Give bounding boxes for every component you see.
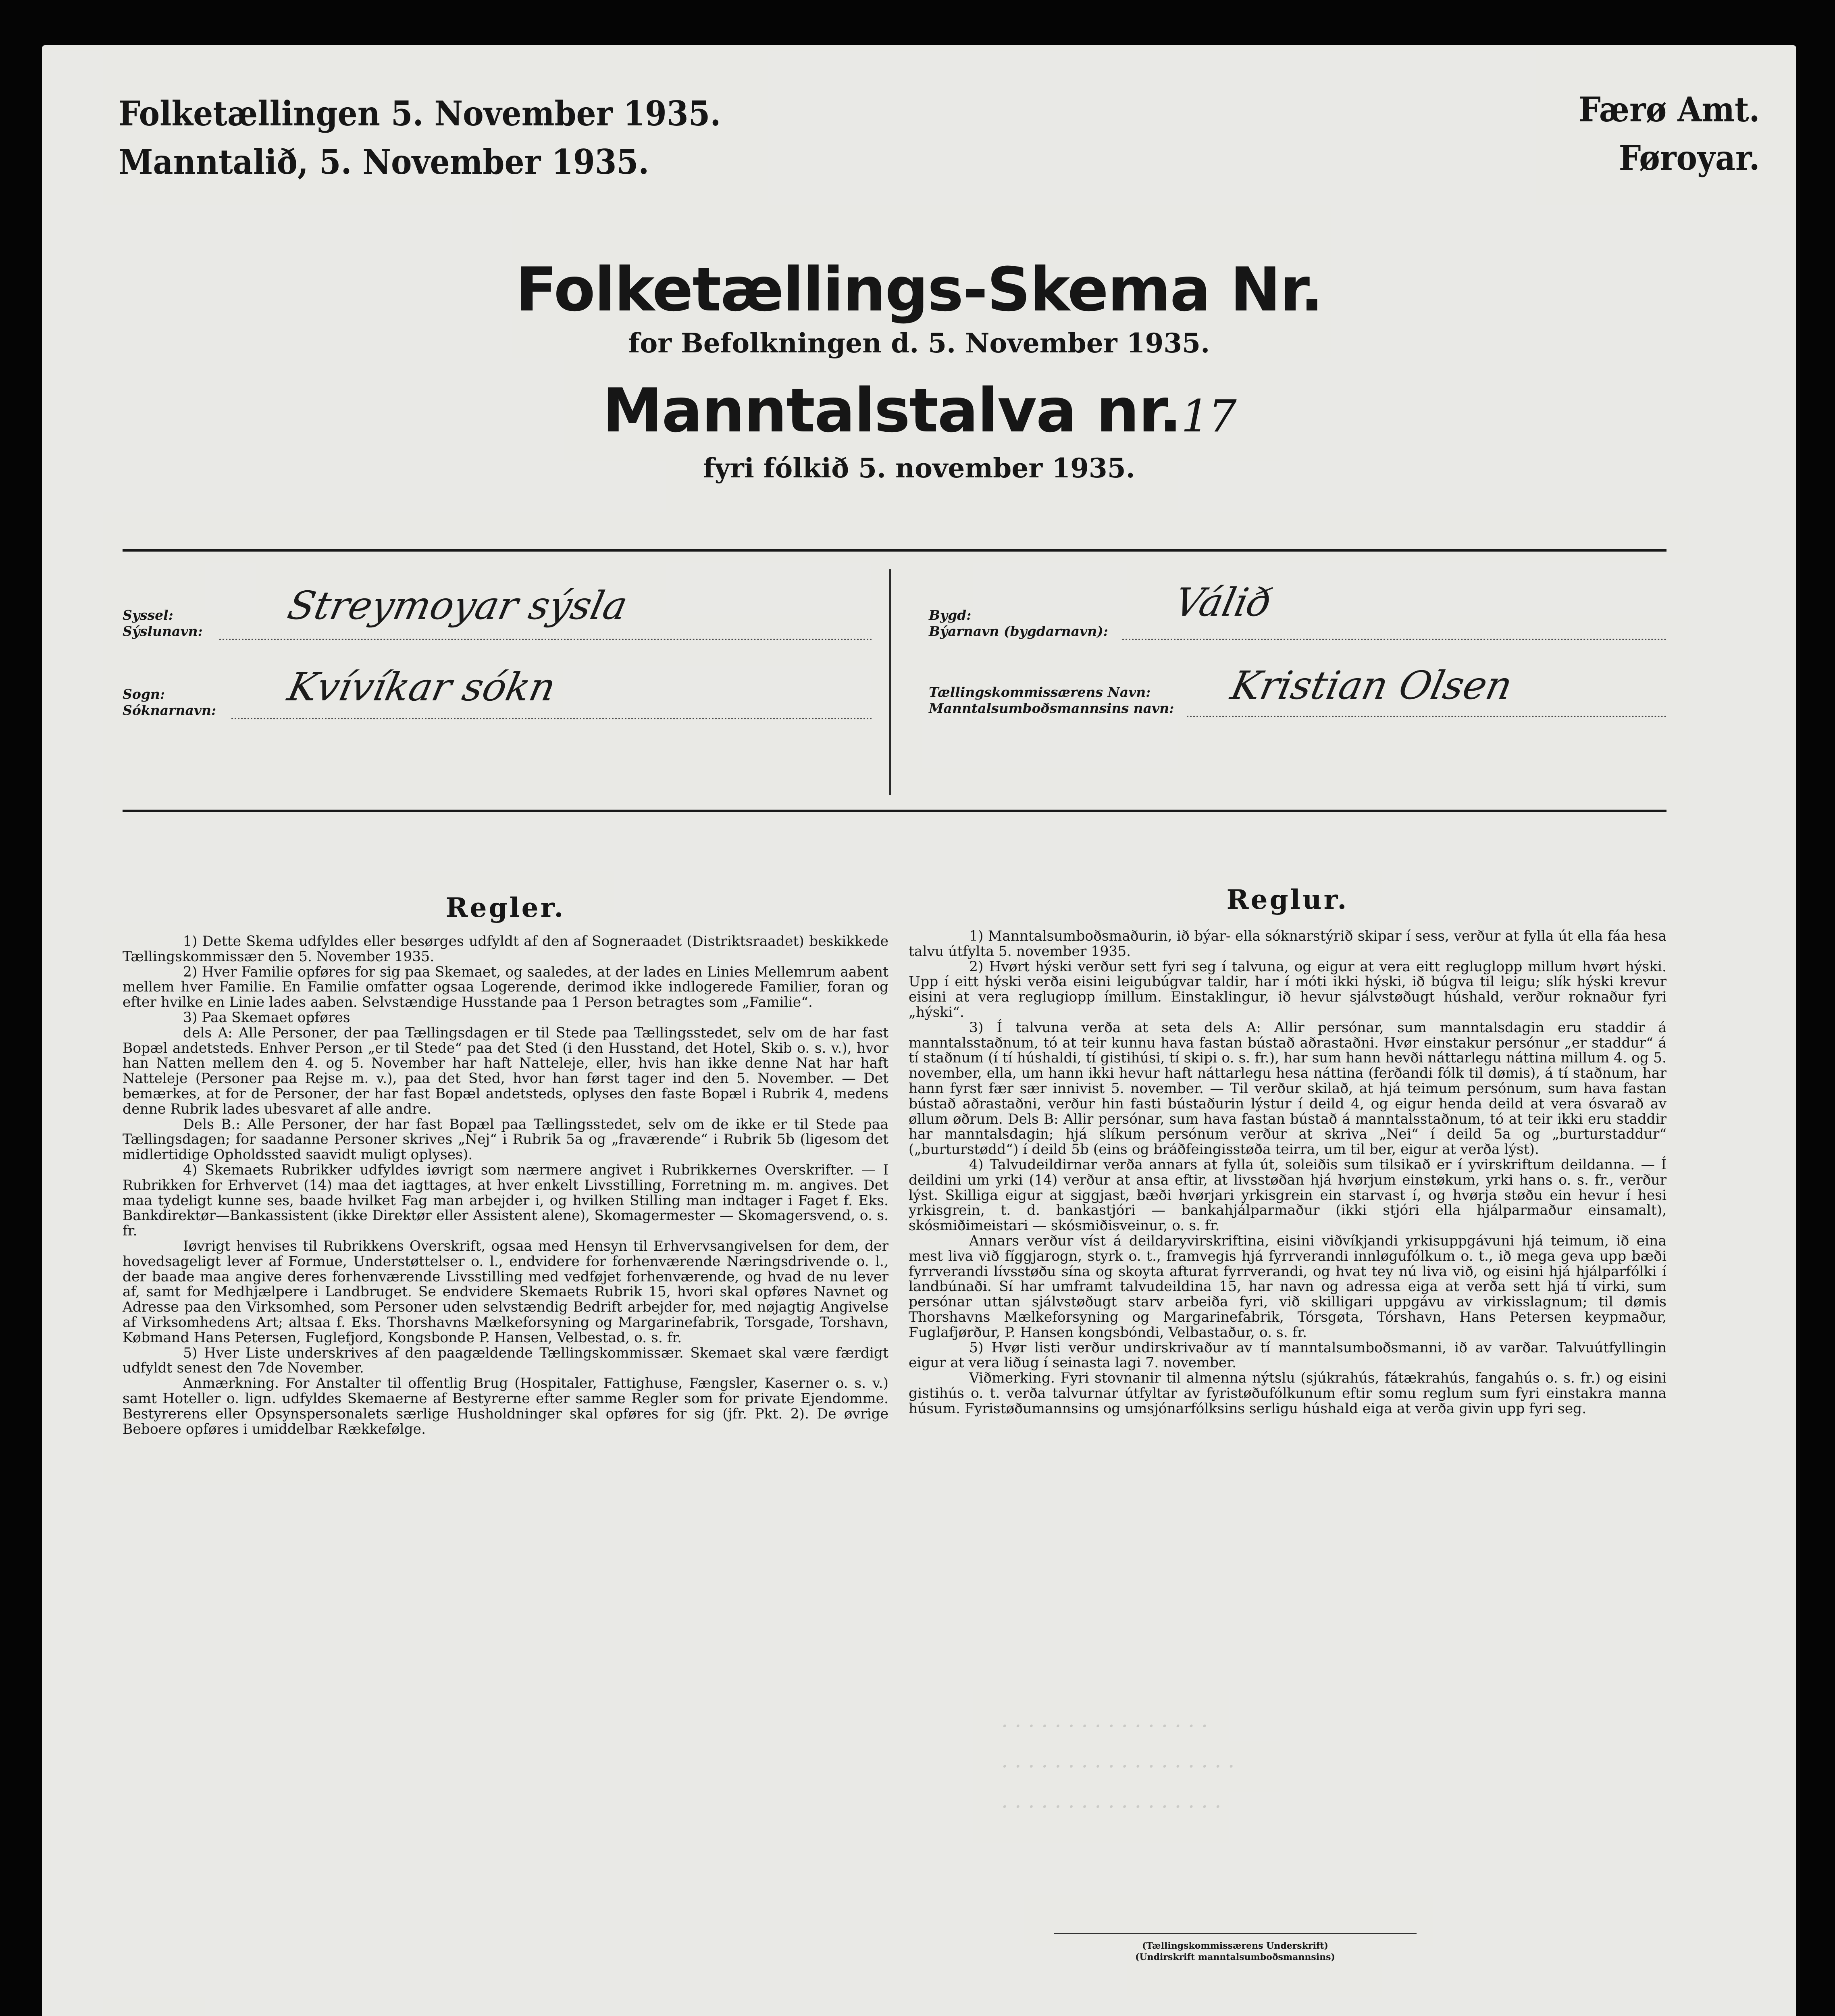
regler-paragraph-5: Dels B.: Alle Personer, der har fast Bopæl paa Tællingsstedet, selv om de ikke er til Stede paa Tællingsdagen; for saadanne Personer skrives „Nej“ i Rubrik 5a og „fraværende“ i Rubrik 5b (ligesom det midlertidige Opholdssted saavidt muligt oplyses). (123, 1116, 888, 1163)
header-left-line-1: Folketællingen 5. November 1935. (119, 94, 721, 133)
regler-paragraph-2: 2) Hver Familie opføres for sig paa Skemaet, og saaledes, at der lades en Linies Mellemrum aabent mellem hver Familie. En Familie omfatter ogsaa Logerende, derimod ikke indlogerede Familier, foran og efter hvilke en Linie lades aaben. Selvstændige Husstande paa 1 Person betragtes som „Familie“. (123, 964, 888, 1011)
kommissaer-label-line-1: Tællingskommissærens Navn: (929, 684, 1151, 700)
regler-heading: Regler. (445, 892, 566, 923)
bleed-through-handwriting: · · · · · · · · · · · · · · · · · · · · · · · · · · · · · · · · · · · · · · · · · · · · · · · · · · · (1001, 1714, 1235, 1819)
bottom-rule (123, 810, 1666, 812)
bygd-label (929, 607, 1108, 639)
regler-paragraph-9: Anmærkning. For Anstalter til offentlig Brug (Hospitaler, Fattighuse, Fængsler, Kaserner o. s. v.) samt Hoteller o. lign. udfyldes Skemaerne af Bestyrerne efter samme Regler som for private Ejendomme. Bestyrerens eller Opsynspersonalets særlige Husholdninger skal opføres for sig (jfr. Pkt. 2). De øvrige Beboere opføres i umiddelbar Rækkefølge. (123, 1375, 888, 1437)
signature-caption-line-2: (Undirskrift manntalsumboðsmannsins) (1135, 1952, 1335, 1962)
regler-paragraph-6: 4) Skemaets Rubrikker udfyldes iøvrigt som nærmere angivet i Rubrikkernes Overskrifter. — I Rubrikken for Erhvervet (14) maa det iagttages, at hver enkelt Livsstilling, Forretning m. m. angives. Det maa tydeligt kunne ses, baade hvilket Fag man arbejder i, og hvilken Stilling man indtager i Faget f. Eks. Bankdirektør—Bankassistent (ikke Direktør eller Assistent alene), Skomagermester — Skomagersvend, o. s. fr. (123, 1162, 888, 1239)
regler-paragraph-3: 3) Paa Skemaet opføres (183, 1009, 350, 1026)
syssel-label-line-1: Syssel: (123, 607, 173, 623)
sogn-value-handwritten: Kvívíkar sókn (284, 664, 560, 710)
header-left (119, 90, 721, 186)
reglur-paragraph-3: 3) Í talvuna verða at seta dels A: Allir persónar, sum manntalsdagin eru staddir á manntalsstaðnum, tó at teir kunnu hava fastan bústað aðrastaðni. Hvør einstakur persónur „er staddur“ á tí staðnum (í tí húshaldi, tí gistihúsi, tí skipi o. s. fr.), har sum hann hevði náttarlegu náttina millum 4. og 5. november, ella, um hann ikki hevur haft náttarlegu hesa náttina (ferðandi fólk til dømis), á tí staðnum, har hann fyrst fær sær innivist 5. november. — Til verður skilað, at hjá teimum persónum, sum hava fastan bústað aðrastaðni, verður hin fasti bústaðurin lýstur í deild 4, og eigur henda deild at vera ósvarað av øllum øðrum. Dels B: Allir persónar, sum hava fastan bústað á manntalsstaðnum, tó at teir ikki eru staddir har manntalsdagin; hjá slíkum persónum verður at skriva „Nei“ í deild 5a og „burturstaddur“ („burturstødd“) í deild 5b (eins og bráðfeingisstøða teirra, um til ber, eigur at verða lýst). (909, 1019, 1666, 1158)
regler-paragraph-7: Iøvrigt henvises til Rubrikkens Overskrift, ogsaa med Hensyn til Erhvervsangivelsen for dem, der hovedsageligt lever af Formue, Understøttelser o. l., endvidere for forhenværende Næringsdrivende o. l., der baade maa angive deres forhenværende Livsstilling med vedføjet forhenværende, og hvad de nu lever af, samt for Medhjælpere i Landbruget. Se endvidere Skemaets Rubrik 15, hvori skal opføres Navnet og Adresse paa den Virksomhed, som Personer uden selvstændig Bedrift arbejder for, med nøjagtig Angivelse af Virksomhedens Art; altsaa f. Eks. Thorshavns Mælkeforsyning og Margarinefabrik, Torsgade, Torshavn, Købmand Hans Petersen, Fuglefjord, Kongsbonde P. Hansen, Velbestad, o. s. fr. (123, 1238, 888, 1346)
form-subtitle-faroese: fyri fólkið 5. november 1935. (703, 452, 1135, 484)
regler-paragraph-4: dels A: Alle Personer, der paa Tællingsdagen er til Stede paa Tællingsstedet, selv om de har fast Bopæl andetsteds. Enhver Person „er til Stede“ paa det Sted (i den Husstand, det Hotel, Skib o. s. v.), hvor han Natten mellem den 4. og 5. November har haft Natteleje, eller, hvis han ikke denne Nat har haft Natteleje (Personer paa Rejse m. v.), paa det Sted, hvor han først tager ind den 5. November. — Det bemærkes, at for de Personer, der har fast Bopæl andetsteds, oplyses den faste Bopæl i Rubrik 4, medens denne Rubrik lades ubesvaret af alle andre. (123, 1025, 888, 1117)
header-right (1579, 85, 1760, 182)
header-right-line-2: Føroyar. (1619, 138, 1760, 178)
form-subtitle-danish: for Befolkningen d. 5. November 1935. (628, 327, 1210, 359)
kommissaer-label (929, 684, 1174, 716)
regler-paragraph-1: 1) Dette Skema udfyldes eller besørges udfyldt af den af Sogneraadet (Distriktsraadet) beskikkede Tællingskommissær den 5. November 1935. (123, 933, 888, 965)
reglur-paragraph-7: Viðmerking. Fyri stovnanir til almenna nýtslu (sjúkrahús, fátækrahús, fangahús o. s. fr.) og eisini gistihús o. t. verða talvurnar útfyltar av fyristøðufólkunum eftir somu reglum sum fyri einstakra manna húsum. Fyristøðumannsins og umsjónarfólksins serligu húshald eiga at verða givin upp fyri seg. (909, 1370, 1666, 1417)
reglur-paragraph-5: Annars verður víst á deildaryvirskriftina, eisini viðvíkjandi yrkisuppgávuni hjá teimum, ið eina mest liva við fíggjarogn, styrk o. t., framvegis hjá fyrrverandi innløgufólkum o. t., ið mega geva upp bæði fyrrverandi lívsstøðu sína og skoyta afturat fyrrverandi, og hvat tey nú liva við, og eisini hjá hjálparfólki í landbúnaði. Sí har umframt talvudeildina 15, har navn og adressa eiga at verða sett hjá tí virki, sum persónar uttan sjálvstøðugt starv arbeiða fyri, við skilligari uppgávu av virkisslagnum; til dømis Thorshavns Mælkeforsyning og Margarinefabrik, Tórsgøta, Tórshavn, Hans Petersen keypmaður, Fuglafjørður, P. Hansen kongsbóndi, Velbastaður, o. s. fr. (909, 1233, 1666, 1341)
bygd-label-line-2: Býarnavn (bygdarnavn): (929, 623, 1108, 639)
sogn-label-line-1: Sogn: (123, 686, 165, 702)
reglur-paragraph-1: 1) Manntalsumboðsmaðurin, ið býar- ella sóknarstýrið skipar í sess, verður at fylla út ella fáa hesa talvu útfylta 5. november 1935. (909, 928, 1666, 960)
header-right-line-1: Færø Amt. (1579, 90, 1760, 129)
form-number-handwritten: 17 (1181, 390, 1236, 442)
signature-caption-line-1: (Tællingskommissærens Underskrift) (1142, 1941, 1328, 1951)
bygd-label-line-1: Bygd: (929, 607, 972, 623)
census-form-sheet (42, 45, 1796, 2016)
syssel-value-handwritten: Streymoyar sýsla (284, 583, 632, 628)
fields-divider (889, 569, 891, 795)
form-title-danish: Folketællings-Skema Nr. (516, 255, 1323, 325)
reglur-paragraph-4: 4) Talvudeildirnar verða annars at fylla út, soleiðis sum tilsikað er í yvirskriftum deildanna. — Í deildini um yrki (14) verður at ansa eftir, at livsstøðan hjá hvørjum einstøkum, yrki hans o. s. fr., verður lýst. Skilliga eigur at siggjast, bæði hvørjari yrkisgrein ein starvast í, og hvørja støðu ein hevur í hesi yrkisgrein, t. d. bankastjóri — bankahjálparmaður (ikki stjóri ella hjálparmaður einsamalt), skósmiðimeistari — skósmiðisveinur, o. s. fr. (909, 1156, 1666, 1234)
kommissaer-label-line-2: Manntalsumboðsmannsins navn: (929, 700, 1174, 716)
reglur-column (909, 929, 1666, 1417)
sogn-dotted-line (231, 718, 872, 719)
syssel-dotted-line (219, 639, 872, 640)
bygd-dotted-line (1122, 639, 1666, 640)
syssel-label (123, 607, 203, 639)
top-rule (123, 549, 1666, 552)
regler-paragraph-8: 5) Hver Liste underskrives af den paagældende Tællingskommissær. Skemaet skal være færdigt udfyldt senest den 7de November. (123, 1345, 888, 1377)
reglur-heading: Reglur. (1226, 884, 1349, 915)
reglur-paragraph-2: 2) Hvørt hýski verður sett fyri seg í talvuna, og eigur at vera eitt regluglopp millum hvørt hýski. Upp í eitt hýski verða eisini leigubúgvar taldir, har í móti ikki hýski, ið búgva til leigu; slík hýski krevur eisini at vera reglugiopp ímillum. Einstaklingur, ið hevur sjálvstøðugt húshald, verður roknaður fyri „hýski“. (909, 958, 1666, 1020)
sogn-label-line-2: Sóknarnavn: (123, 702, 216, 718)
regler-column (123, 934, 888, 1437)
kommissaer-value-handwritten: Kristian Olsen (1227, 663, 1517, 708)
form-title-faroese (42, 376, 1796, 446)
kommissaer-dotted-line (1187, 716, 1666, 717)
reglur-paragraph-6: 5) Hvør listi verður undirskrivaður av tí manntalsumboðsmanni, ið av varðar. Talvuútfyllingin eigur at vera liðug í seinasta lagi 7. november. (909, 1339, 1666, 1371)
bygd-value-handwritten: Válið (1171, 580, 1276, 625)
header-left-line-2: Manntalið, 5. November 1935. (119, 142, 649, 182)
form-title-faroese-text: Manntalstalva nr. (602, 376, 1181, 446)
sogn-label (123, 686, 216, 719)
signature-line (1054, 1933, 1417, 1934)
syssel-label-line-2: Sýslunavn: (123, 623, 203, 639)
signature-caption (1050, 1940, 1421, 1963)
